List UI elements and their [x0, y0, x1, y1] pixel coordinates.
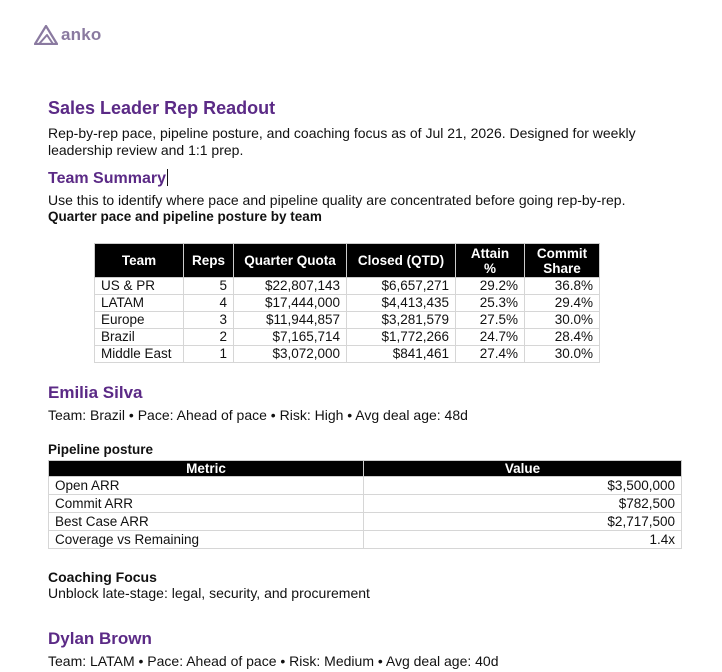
- table-header-row: [95, 244, 600, 278]
- table-row: [49, 513, 682, 531]
- brand-logo: [34, 25, 101, 45]
- document-intro: Rep-by-rep pace, pipeline posture, and coaching focus as of Jul 21, 2026. Designed for weekly leadership review and 1:1 prep.: [48, 125, 636, 158]
- rep-meta-line: Team: LATAM • Pace: Ahead of pace • Risk: Medium • Avg deal age: 40d: [48, 653, 499, 669]
- closed-cell: $1,772,266: [347, 329, 456, 346]
- quota-cell: $17,444,000: [234, 295, 347, 312]
- table-row: [95, 278, 600, 295]
- reps-cell: 5: [184, 278, 234, 295]
- column-header-reps: Reps: [184, 244, 234, 278]
- reps-cell: 2: [184, 329, 234, 346]
- team-summary-heading[interactable]: [48, 168, 688, 190]
- team-summary-description: Use this to identify where pace and pipeline quality are concentrated before going rep-by-rep.: [48, 192, 626, 208]
- document-body: [48, 96, 688, 670]
- table-row: [95, 329, 600, 346]
- team-summary-table: [94, 243, 600, 363]
- closed-cell: $841,461: [347, 346, 456, 363]
- commit-share-cell: 29.4%: [525, 295, 600, 312]
- commit-share-cell: 28.4%: [525, 329, 600, 346]
- metric-cell: Open ARR: [49, 477, 364, 495]
- closed-cell: $4,413,435: [347, 295, 456, 312]
- column-header-commit-share: Commit Share: [525, 244, 600, 278]
- quota-cell: $3,072,000: [234, 346, 347, 363]
- table-row: [49, 477, 682, 495]
- column-header-attain: Attain %: [456, 244, 525, 278]
- commit-share-cell: 30.0%: [525, 346, 600, 363]
- table-row: [95, 346, 600, 363]
- table-row: [49, 531, 682, 549]
- commit-share-cell: 36.8%: [525, 278, 600, 295]
- quota-cell: $7,165,714: [234, 329, 347, 346]
- closed-cell: $3,281,579: [347, 312, 456, 329]
- team-table-caption: Quarter pace and pipeline posture by team: [48, 209, 322, 224]
- column-header-value: Value: [364, 461, 682, 477]
- attain-cell: 24.7%: [456, 329, 525, 346]
- attain-cell: 27.4%: [456, 346, 525, 363]
- column-header-closed-qtd: Closed (QTD): [347, 244, 456, 278]
- value-cell: 1.4x: [364, 531, 682, 549]
- column-header-metric: Metric: [49, 461, 364, 477]
- table-header-row: [49, 461, 682, 477]
- logo-mark-icon: [34, 25, 58, 45]
- table-row: [95, 295, 600, 312]
- reps-cell: 4: [184, 295, 234, 312]
- attain-cell: 25.3%: [456, 295, 525, 312]
- attain-cell: 29.2%: [456, 278, 525, 295]
- closed-cell: $6,657,271: [347, 278, 456, 295]
- metric-cell: Commit ARR: [49, 495, 364, 513]
- column-header-team: Team: [95, 244, 184, 278]
- value-cell: $2,717,500: [364, 513, 682, 531]
- team-cell: US & PR: [95, 278, 184, 295]
- logo-text: anko: [61, 25, 102, 44]
- team-cell: Europe: [95, 312, 184, 329]
- rep-name-heading: Emilia Silva: [48, 383, 143, 402]
- quota-cell: $11,944,857: [234, 312, 347, 329]
- table-row: [95, 312, 600, 329]
- metric-cell: Best Case ARR: [49, 513, 364, 531]
- table-row: [49, 495, 682, 513]
- value-cell: $3,500,000: [364, 477, 682, 495]
- coaching-focus-text: Unblock late-stage: legal, security, and procurement: [48, 585, 370, 601]
- team-summary-heading-text: Team Summary: [48, 170, 166, 187]
- value-cell: $782,500: [364, 495, 682, 513]
- text-cursor: [167, 169, 168, 186]
- reps-cell: 1: [184, 346, 234, 363]
- document-title: Sales Leader Rep Readout: [48, 98, 276, 118]
- team-cell: LATAM: [95, 295, 184, 312]
- team-cell: Middle East: [95, 346, 184, 363]
- rep-meta-line: Team: Brazil • Pace: Ahead of pace • Risk: High • Avg deal age: 48d: [48, 407, 468, 423]
- reps-cell: 3: [184, 312, 234, 329]
- commit-share-cell: 30.0%: [525, 312, 600, 329]
- column-header-quarter-quota: Quarter Quota: [234, 244, 347, 278]
- rep-name-heading: Dylan Brown: [48, 629, 152, 648]
- quota-cell: $22,807,143: [234, 278, 347, 295]
- attain-cell: 27.5%: [456, 312, 525, 329]
- team-cell: Brazil: [95, 329, 184, 346]
- metric-cell: Coverage vs Remaining: [49, 531, 364, 549]
- coaching-focus-label: Coaching Focus: [48, 569, 157, 585]
- pipeline-posture-caption: Pipeline posture: [48, 442, 154, 457]
- pipeline-posture-table: [48, 460, 682, 549]
